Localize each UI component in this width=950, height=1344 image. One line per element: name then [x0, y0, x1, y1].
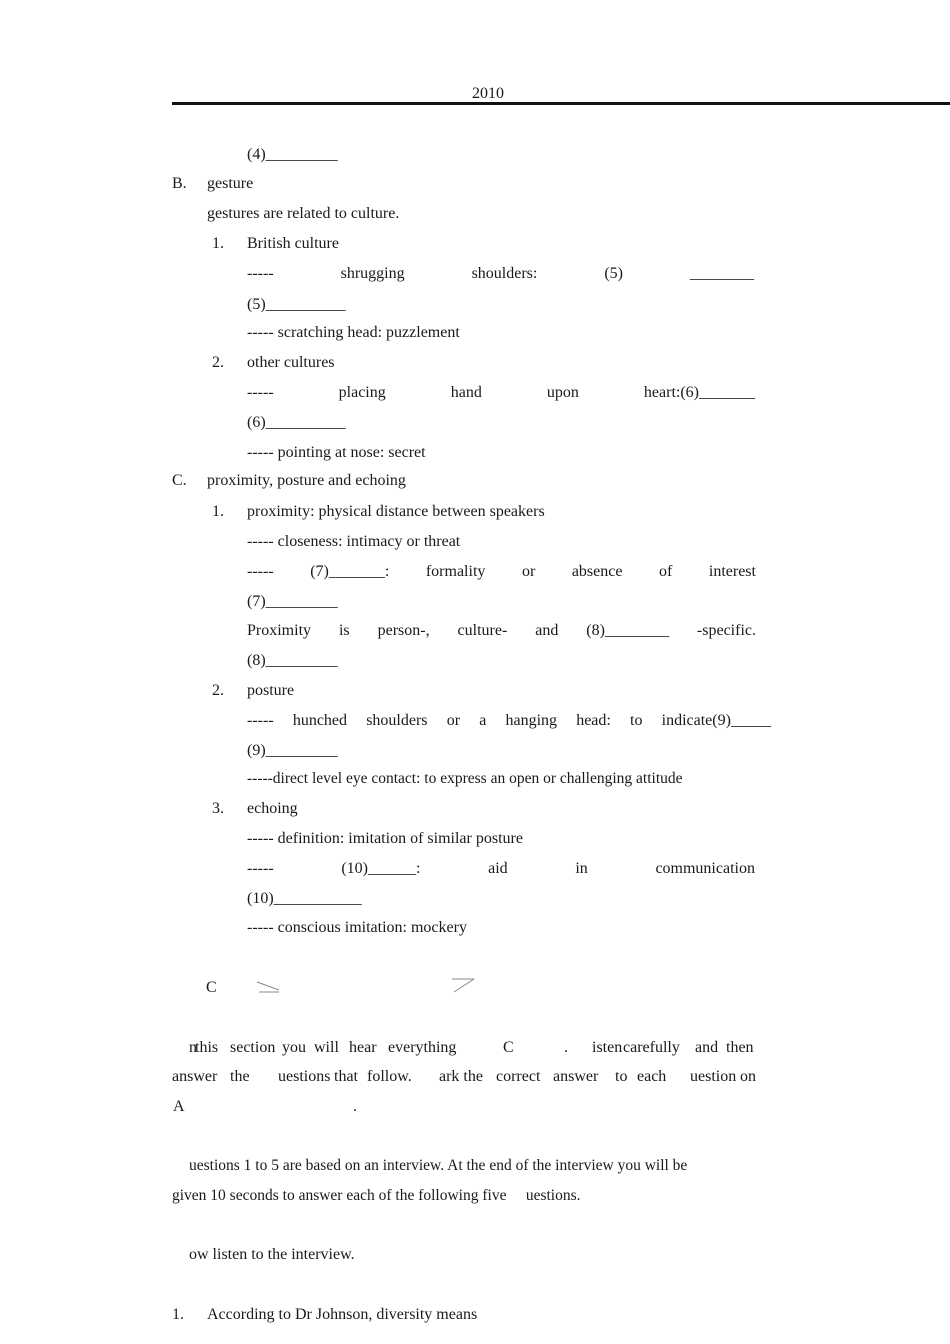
b1-line-1-word: shrugging [340, 265, 405, 282]
c2-line-1-word: shoulders [366, 712, 428, 729]
questions-intro-line-2: given 10 seconds to answer each of the following five uestions. [172, 1187, 581, 1204]
c1-title: proximity: physical distance between speakers [247, 503, 545, 520]
b2-line-1-word: hand [450, 384, 482, 401]
header-rule [172, 102, 950, 105]
c1-line-2-word: of [659, 563, 673, 580]
b2-line-1-word: ----- [247, 384, 274, 401]
c1-line-3-word: -specific. [696, 622, 756, 639]
c1-line-2-word: interest [708, 563, 756, 580]
b1-line-1-word: (5) [604, 265, 623, 282]
instr-word: on [740, 1068, 756, 1085]
instr-word: section [230, 1039, 276, 1056]
blank-9: (9)_________ [247, 742, 338, 759]
instr-word: then [726, 1039, 754, 1056]
c2-number: 2. [212, 682, 224, 699]
c1-line-3-word: and [535, 622, 559, 639]
instr-word: uestions [278, 1068, 331, 1085]
b2-line-1-word: heart:(6)_______ [643, 384, 755, 401]
b1-line-1-word: ________ [689, 265, 754, 282]
c1-line-2-word: ----- [247, 563, 274, 580]
instr-word: each [637, 1068, 667, 1085]
section-b-intro: gestures are related to culture. [207, 205, 400, 222]
instr-word: to [615, 1068, 628, 1085]
instr-word: answer [553, 1068, 599, 1085]
b1-line-1-word: ----- [247, 265, 274, 282]
b2-line-1 [247, 383, 755, 403]
instr-word: follow. [367, 1068, 412, 1085]
blank-5: (5)__________ [247, 296, 346, 313]
instructions-line-3-b: . [353, 1098, 357, 1115]
c2-line-2: -----direct level eye contact: to express an open or challenging attitude [247, 770, 683, 787]
instr-word: C [503, 1039, 514, 1056]
b1-number: 1. [212, 235, 224, 252]
section-b-title: gesture [207, 175, 254, 192]
c2-title: posture [247, 682, 295, 699]
c1-line-2-word: or [521, 563, 536, 580]
b1-line-1 [247, 264, 754, 284]
faint-mark-right [450, 976, 476, 994]
blank-10: (10)___________ [247, 890, 362, 907]
c3-line-2-word: (10)______: [341, 860, 421, 877]
b1-title: British culture [247, 235, 339, 252]
c1-line-2-word: formality [425, 563, 486, 580]
c3-title: echoing [247, 800, 298, 817]
instr-word: everything [388, 1039, 457, 1056]
c3-line-2-word: in [575, 860, 588, 877]
instr-word: you [282, 1039, 306, 1056]
instr-word: n [189, 1039, 197, 1056]
instr-word: this [195, 1039, 219, 1056]
faint-mark-left [256, 978, 282, 994]
instr-word: hear [349, 1039, 377, 1056]
c2-line-1-word: ----- [247, 712, 274, 729]
b2-line-1-word: placing [338, 384, 386, 401]
c3-line-1: ----- definition: imitation of similar posture [247, 830, 523, 847]
c2-line-1-word: hanging [505, 712, 558, 729]
instr-word: . [564, 1039, 568, 1056]
c3-number: 3. [212, 800, 224, 817]
section-c-title: proximity, posture and echoing [207, 472, 406, 489]
c1-line-3-word: Proximity [247, 622, 312, 639]
instructions-line-1 [189, 1038, 757, 1058]
instr-word: answer [172, 1068, 218, 1085]
c1-line-3 [247, 621, 756, 641]
listen-line: ow listen to the interview. [189, 1246, 355, 1263]
b2-line-2: ----- pointing at nose: secret [247, 444, 426, 461]
c1-line-3-word: person-, [377, 622, 430, 639]
instr-word: isten [592, 1039, 623, 1056]
c1-line-2-word: absence [571, 563, 623, 580]
section-c-heading-letter: C [206, 979, 217, 996]
instr-word: carefully [623, 1039, 680, 1056]
blank-6: (6)__________ [247, 414, 346, 431]
instr-word: will [314, 1039, 339, 1056]
instr-word: the [230, 1068, 250, 1085]
c1-number: 1. [212, 503, 224, 520]
c1-line-2 [247, 562, 756, 582]
c3-line-2-word: aid [488, 860, 508, 877]
c2-line-1-word: hunched [292, 712, 348, 729]
header-year: 2010 [472, 85, 504, 102]
section-b-letter: B. [172, 175, 187, 192]
c3-line-3: ----- conscious imitation: mockery [247, 919, 467, 936]
c2-line-1-word: to [630, 712, 643, 729]
section-c-letter: C. [172, 472, 187, 489]
instr-word: and [695, 1039, 719, 1056]
b2-title: other cultures [247, 354, 335, 371]
c1-line-2-word: (7)_______: [310, 563, 390, 580]
questions-intro-line-1: uestions 1 to 5 are based on an interview. At the end of the interview you will be [189, 1157, 688, 1174]
blank-8: (8)_________ [247, 652, 338, 669]
c1-line-3-word: culture- [457, 622, 508, 639]
instructions-line-3-a: A [173, 1098, 185, 1115]
instructions-line-2 [172, 1067, 758, 1087]
c2-line-1 [247, 711, 771, 731]
c2-line-1-word: head: [576, 712, 611, 729]
blank-7: (7)_________ [247, 593, 338, 610]
question-1-number: 1. [172, 1306, 184, 1323]
instr-word: ark the [439, 1068, 483, 1085]
c3-line-2-word: communication [655, 860, 755, 877]
c3-line-2 [247, 859, 755, 879]
instr-word: correct [496, 1068, 541, 1085]
b1-line-2: ----- scratching head: puzzlement [247, 324, 460, 341]
c2-line-1-word: or [446, 712, 461, 729]
c1-line-1: ----- closeness: intimacy or threat [247, 533, 461, 550]
c3-line-2-word: ----- [247, 860, 274, 877]
c1-line-3-word: is [338, 622, 350, 639]
c2-line-1-word: indicate(9)_____ [661, 712, 771, 729]
c2-line-1-word: a [479, 712, 487, 729]
b1-line-1-word: shoulders: [471, 265, 538, 282]
c1-line-3-word: (8)________ [586, 622, 669, 639]
instr-word: uestion [690, 1068, 737, 1085]
blank-4: (4)_________ [247, 146, 338, 163]
question-1-text: According to Dr Johnson, diversity means [207, 1306, 478, 1323]
b2-line-1-word: upon [546, 384, 579, 401]
instr-word: that [334, 1068, 358, 1085]
b2-number: 2. [212, 354, 224, 371]
